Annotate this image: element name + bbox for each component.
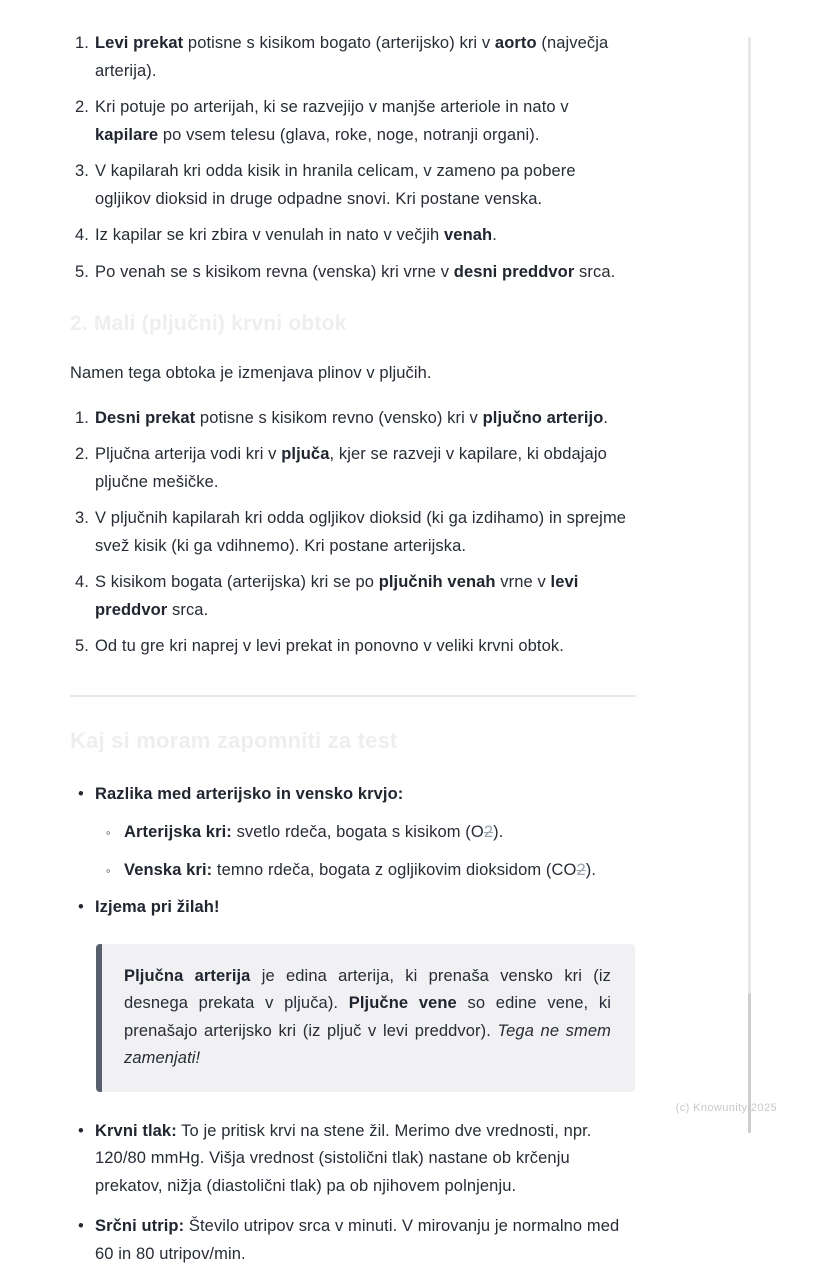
sub-bullet-icon: ◦ [106,825,111,840]
section-divider [70,695,636,697]
callout-accent-bar [96,944,102,1092]
list-item-text: Po venah se s kisikom revna (venska) kri vrne v desni preddvor srca. [95,262,616,281]
small-circulation-list [70,405,636,661]
list-item-text: Kri potuje po arterijah, ki se razvejijo v manjše arteriole in nato v kapilare po vsem telesu (glava, roke, noge, notranji organi). [95,98,569,144]
list-item [70,158,636,213]
list-item-text: Iz kapilar se kri zbira v venulah in nato v večjih venah. [95,226,497,244]
list-item-text: Srčni utrip: Število utripov srca v minuti. V mirovanju je normalno med 60 in 80 utripov/min. [95,1217,620,1263]
list-item-text: Razlika med arterijsko in vensko krvjo: [95,784,404,803]
list-item-text: Izjema pri žilah! [95,898,220,916]
list-item-text: Levi prekat potisne s kisikom bogato (arterijsko) kri v aorto (največja arterija). [95,34,609,80]
list-item-text: Arterijska kri: svetlo rdeča, bogata s kisikom (O2). [124,823,504,841]
list-number: 3. [75,162,89,180]
list-number: 2. [75,445,89,463]
list-item [70,894,636,922]
list-item [97,857,636,885]
section-heading-small-circulation: 2. Mali (pljučni) krvni obtok [70,312,347,335]
list-item [70,30,636,85]
test-notes-list-2 [70,1118,636,1269]
bullet-icon: • [78,898,84,916]
list-item [70,94,636,149]
list-item-text: Desni prekat potisne s kisikom revno (vensko) kri v pljučno arterijo. [95,408,609,427]
list-item [70,633,636,661]
list-item [70,259,636,287]
list-number: 5. [75,637,89,655]
bullet-icon: • [78,784,84,803]
watermark: (c) Knowunity 2025 [675,1102,777,1114]
list-number: 4. [75,226,89,244]
list-number: 3. [75,509,89,527]
list-item [70,405,636,433]
list-item [70,781,636,885]
test-notes-list [70,781,636,922]
callout-box [96,944,635,1092]
section-heading-test: Kaj si moram zapomniti za test [70,727,398,753]
list-item-text: Pljučna arterija vodi kri v pljuča, kjer se razveji v kapilare, ki obdajajo pljučne mešičke. [95,445,607,491]
list-number: 2. [75,98,89,116]
list-item-text: Krvni tlak: To je pritisk krvi na stene žil. Merimo dve vrednosti, npr. 120/80 mmHg. Višja vrednost (sistolični tlak) nastane ob krčenju prekatov, nižja (diastolični tlak) pa ob njihovem polnjenju. [95,1121,592,1195]
list-item-text: S kisikom bogata (arterijska) kri se po pljučnih venah vrne v levi preddvor srca. [95,573,579,619]
list-item [70,441,636,496]
sub-list [70,819,636,884]
list-item [70,569,636,624]
list-number: 4. [75,573,89,591]
list-number: 1. [75,408,89,427]
list-number: 5. [75,262,89,281]
sub-bullet-icon: ◦ [106,862,111,878]
intro-paragraph: Namen tega obtoka je izmenjava plinov v pljučih. [70,364,432,382]
big-circulation-list [70,30,636,286]
list-item [70,1118,636,1201]
bullet-icon: • [78,1217,84,1235]
list-item [70,505,636,560]
note-content [70,30,636,1279]
list-item [97,819,636,847]
list-item-text: V kapilarah kri odda kisik in hranila celicam, v zameno pa pobere ogljikov dioksid in druge odpadne snovi. Kri postane venska. [95,162,576,208]
list-item-text: V pljučnih kapilarah kri odda ogljikov dioksid (ki ga izdihamo) in sprejme svež kisik (ki ga vdihnemo). Kri postane arterijska. [95,509,627,555]
list-item-text: Venska kri: temno rdeča, bogata z ogljikovim dioksidom (CO2). [124,860,596,879]
list-item [70,222,636,250]
list-number: 1. [75,34,89,52]
callout-text: Pljučna arterija je edina arterija, ki prenaša vensko kri (iz desnega prekata v pljuča). Pljučne vene so edine vene, ki prenašajo arterijsko kri (iz pljuč v levi preddvor). Tega ne smem zamenjati! [124,966,612,1067]
scrollbar-track[interactable] [748,37,751,1133]
list-item [70,1213,636,1268]
list-item-text: Od tu gre kri naprej v levi prekat in ponovno v veliki krvni obtok. [95,637,564,655]
bullet-icon: • [78,1121,84,1140]
